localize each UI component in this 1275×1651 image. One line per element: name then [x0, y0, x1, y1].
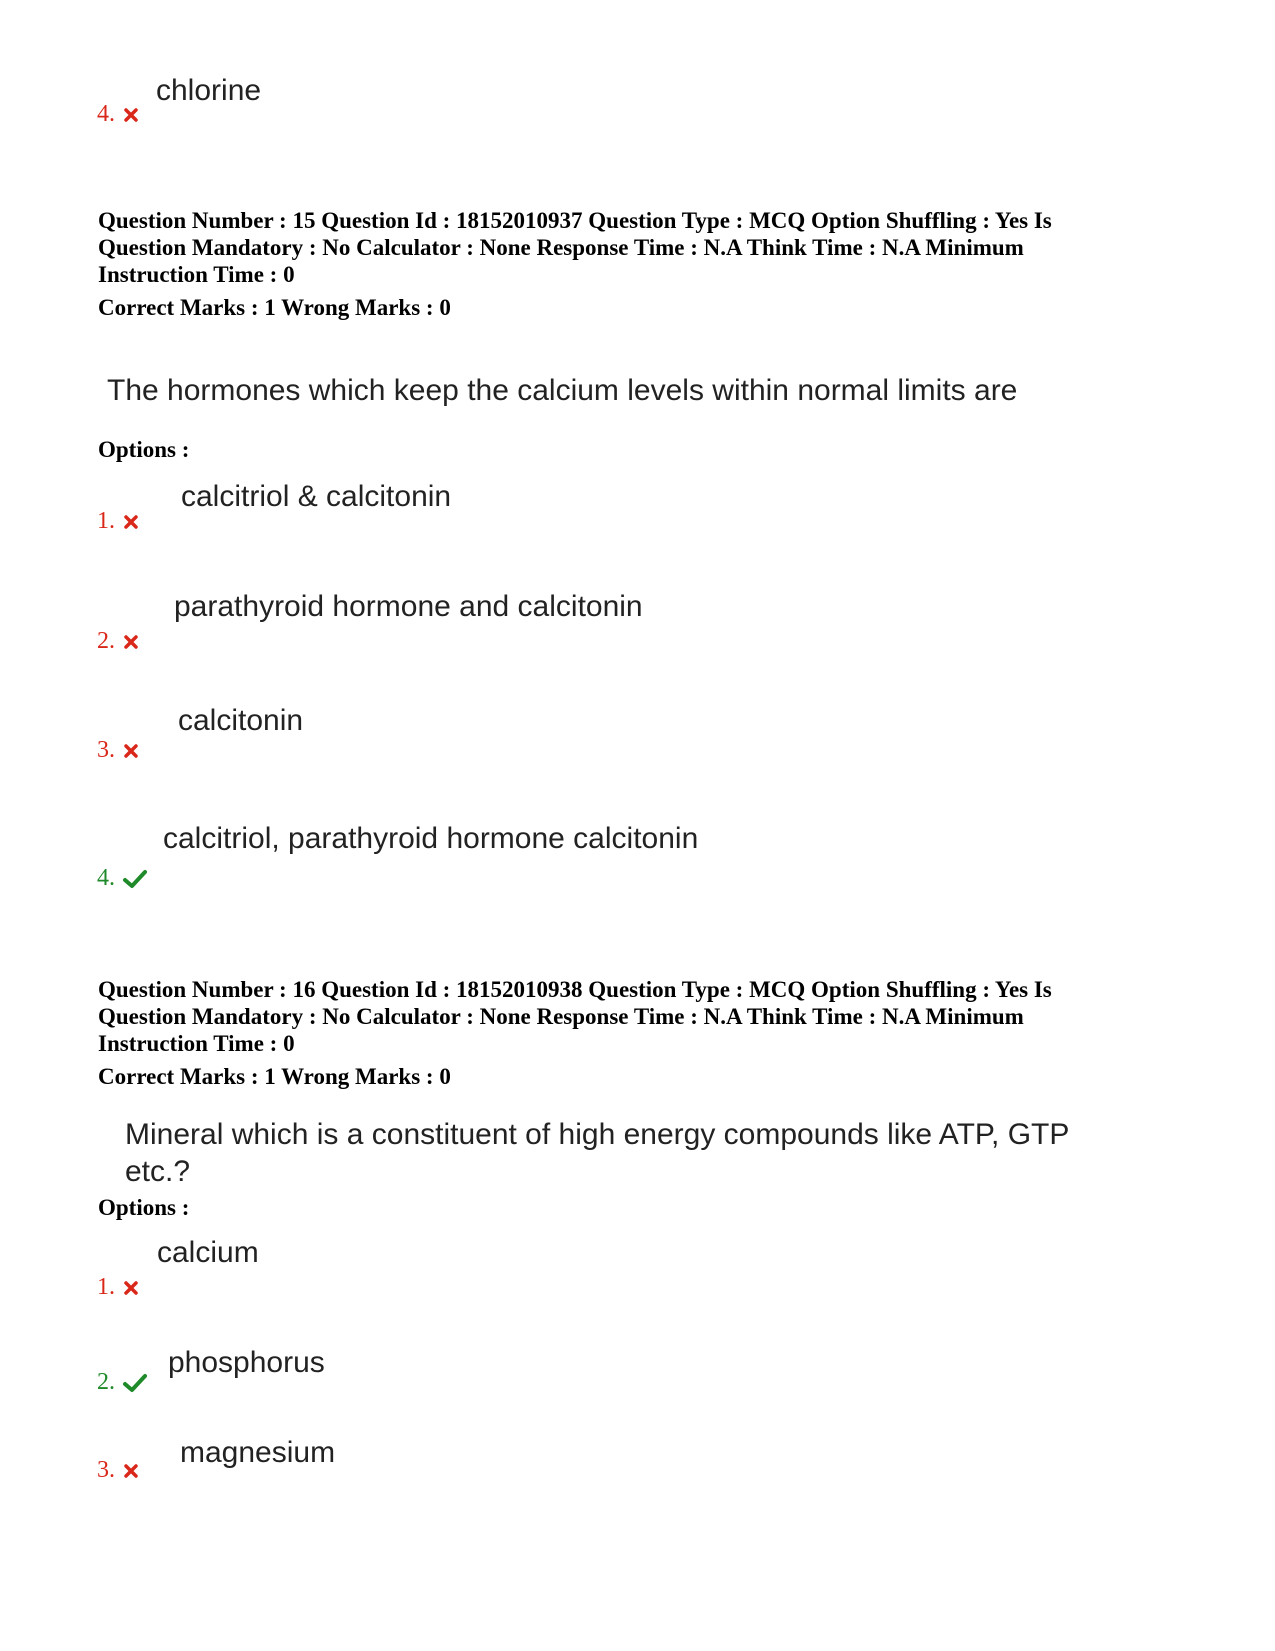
check-mark-icon — [123, 1373, 147, 1393]
meta-line: Instruction Time : 0 — [98, 262, 295, 287]
question-text — [125, 1116, 1069, 1190]
marks-line: Correct Marks : 1 Wrong Marks : 0 — [98, 1064, 451, 1089]
question-line: Mineral which is a constituent of high energy compounds like ATP, GTP — [125, 1118, 1070, 1151]
option-number: 1. — [97, 508, 139, 535]
cross-mark-icon — [123, 634, 139, 650]
option-text: magnesium — [180, 1436, 336, 1469]
meta-line: Question Number : 16 Question Id : 18152010938 Question Type : MCQ Option Shuffling : Yes Is — [98, 977, 1052, 1002]
option-text: chlorine — [156, 74, 262, 107]
question-text: The hormones which keep the calcium levels within normal limits are — [107, 374, 1018, 407]
option-text: parathyroid hormone and calcitonin — [174, 590, 643, 623]
option-number: 2. — [97, 1369, 147, 1396]
cross-mark-icon — [123, 1280, 139, 1296]
cross-mark-icon — [123, 1463, 139, 1479]
question-meta — [98, 976, 1188, 1057]
option-number: 3. — [97, 737, 139, 764]
meta-line: Question Number : 15 Question Id : 18152010937 Question Type : MCQ Option Shuffling : Yes Is — [98, 208, 1052, 233]
option-number: 3. — [97, 1457, 139, 1484]
cross-mark-icon — [123, 514, 139, 530]
option-number: 4. — [97, 865, 147, 892]
option-text: calcitriol, parathyroid hormone calcitonin — [163, 822, 699, 855]
cross-mark-icon — [123, 743, 139, 759]
option-text: calcitriol & calcitonin — [181, 480, 452, 513]
question-meta — [98, 207, 1188, 288]
check-mark-icon — [123, 869, 147, 889]
option-number: 2. — [97, 628, 139, 655]
cross-mark-icon — [123, 107, 139, 123]
option-number: 4. — [97, 101, 139, 128]
meta-line: Question Mandatory : No Calculator : None Response Time : N.A Think Time : N.A Minimum — [98, 1004, 1024, 1029]
options-label: Options : — [98, 1195, 190, 1220]
option-text: calcium — [157, 1236, 259, 1269]
option-text: calcitonin — [178, 704, 304, 737]
marks-line: Correct Marks : 1 Wrong Marks : 0 — [98, 295, 451, 320]
meta-line: Instruction Time : 0 — [98, 1031, 295, 1056]
meta-line: Question Mandatory : No Calculator : None Response Time : N.A Think Time : N.A Minimum — [98, 235, 1024, 260]
options-label: Options : — [98, 437, 190, 462]
option-text: phosphorus — [168, 1346, 325, 1379]
question-line: etc.? — [125, 1155, 191, 1188]
option-number: 1. — [97, 1274, 139, 1301]
